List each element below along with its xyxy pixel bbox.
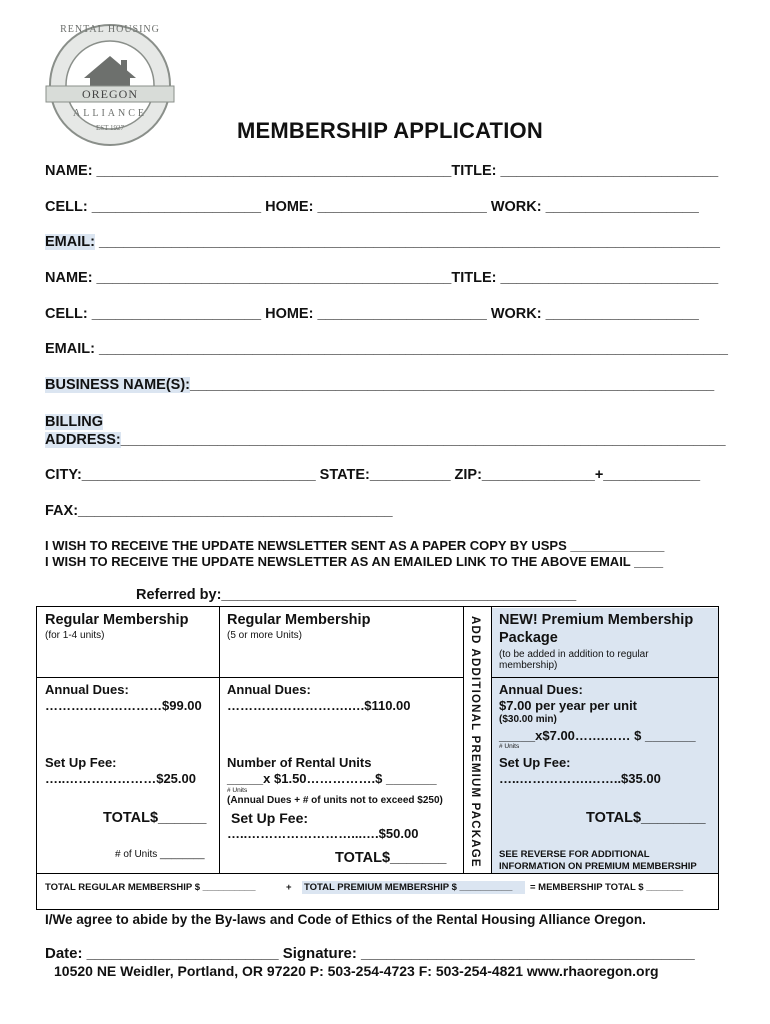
col2-dues-value: ……………………….….$110.00 (227, 698, 411, 713)
col2-rental-label: Number of Rental Units (227, 755, 372, 770)
premium-vertical-banner: ADD ADDITIONAL PREMIUM PACKAGE (469, 616, 481, 868)
logo (40, 20, 180, 150)
col2-dues-label: Annual Dues: (227, 682, 311, 697)
col2-note: (Annual Dues + # of units not to exceed $250) (227, 795, 443, 806)
col1-title: Regular Membership (45, 612, 189, 628)
billing-line: ___________________________________________________________________________ (120, 432, 726, 448)
email-label-1: EMAIL: (45, 234, 95, 250)
business-name-line: _________________________________________________________________ (190, 377, 715, 393)
col1-dues-label: Annual Dues: (45, 682, 129, 697)
totals-row (45, 882, 255, 893)
col1-total[interactable]: TOTAL$______ (103, 810, 207, 826)
date-signature-field[interactable]: Date: _______________________ Signature: ________________________________________ (45, 945, 695, 962)
newsletter-email[interactable]: I WISH TO RECEIVE THE UPDATE NEWSLETTER AS AN EMAILED LINK TO THE ABOVE EMAIL ____ (45, 554, 664, 569)
grand-total[interactable]: = MEMBERSHIP TOTAL $ _______ (530, 882, 684, 893)
col3-units-caption: # Units (499, 743, 520, 750)
totals-plus: + (286, 882, 292, 893)
col3-total[interactable]: TOTAL$________ (586, 810, 706, 826)
col2-sub: (5 or more Units) (227, 630, 303, 641)
col3-setup-value: …..…………….……..$35.00 (499, 771, 661, 786)
col2-total[interactable]: TOTAL$_______ (335, 850, 447, 866)
col3-see-1: SEE REVERSE FOR ADDITIONAL (499, 849, 650, 860)
phone-fields-2[interactable]: CELL: _____________________ HOME: _____________________ WORK: ___________________ (45, 306, 699, 322)
name-field-2[interactable]: NAME: ____________________________________________TITLE: ___________________________ (45, 270, 719, 286)
email-field-1[interactable] (45, 234, 720, 250)
col3-see-reverse (499, 849, 697, 873)
col3-calc[interactable]: _____x$7.00…….…… $ _______ (499, 728, 696, 743)
col3-see-2: INFORMATION ON PREMIUM MEMBERSHIP (499, 861, 697, 872)
col3-dues-min: ($30.00 min) (499, 714, 557, 725)
total-premium[interactable]: TOTAL PREMIUM MEMBERSHIP $ __________ (304, 882, 513, 893)
col3-title-2: Package (499, 630, 558, 646)
logo-top-text: RENTAL HOUSING (60, 24, 160, 35)
col1-setup-label: Set Up Fee: (45, 755, 117, 770)
col2-title: Regular Membership (227, 612, 371, 628)
col3-sub-1: (to be added in addition to regular (499, 649, 649, 660)
col2-setup-value: …..……………………...….$50.00 (227, 826, 419, 841)
col1-sub: (for 1-4 units) (45, 630, 105, 641)
email-field-2[interactable]: EMAIL: ______________________________________________________________________________ (45, 341, 728, 357)
footer-contact: 10520 NE Weidler, Portland, OR 97220 P: 503-254-4723 F: 503-254-4821 www.rhaoregon.org (54, 963, 659, 979)
newsletter-paper[interactable]: I WISH TO RECEIVE THE UPDATE NEWSLETTER SENT AS A PAPER COPY BY USPS _____________ (45, 538, 665, 553)
total-regular[interactable]: TOTAL REGULAR MEMBERSHIP $ __________ (45, 882, 256, 893)
col2-rental-value[interactable]: _____x $1.50…………….$ _______ (227, 771, 437, 786)
premium-membership (499, 612, 693, 671)
col3-setup-label: Set Up Fee: (499, 755, 571, 770)
fax-field[interactable]: FAX:_______________________________________ (45, 503, 393, 519)
col3-title-1: NEW! Premium Membership (499, 612, 694, 628)
col1-units[interactable]: # of Units ________ (115, 849, 205, 860)
col3-sub-2: membership) (499, 660, 558, 671)
name-field-1[interactable]: NAME: ____________________________________________TITLE: ___________________________ (45, 163, 719, 179)
col2-setup-label: Set Up Fee: (231, 810, 309, 826)
phone-fields-1[interactable]: CELL: _____________________ HOME: _____________________ WORK: ___________________ (45, 199, 699, 215)
agreement-text: I/We agree to abide by the By-laws and Code of Ethics of the Rental Housing Alliance Oregon. (45, 912, 646, 927)
billing-label-2: ADDRESS: (45, 432, 121, 448)
col1-setup-value: …..…………………$25.00 (45, 771, 196, 786)
col2-units-caption: # Units (227, 787, 248, 794)
regular-membership-large (227, 612, 370, 641)
logo-banner: OREGON (82, 87, 138, 101)
city-state-zip-field[interactable]: CITY:_____________________________ STATE:__________ ZIP:______________+____________ (45, 467, 701, 483)
business-name-label: BUSINESS NAME(S): (45, 377, 191, 393)
billing-label-1: BILLING (45, 414, 103, 430)
billing-address-field[interactable] (45, 413, 726, 449)
col3-dues-value: $7.00 per year per unit (499, 698, 638, 713)
business-name-field[interactable] (45, 377, 714, 393)
logo-bottom-text: ALLIANCE (73, 108, 147, 119)
logo-est: EST 1927 (95, 124, 125, 132)
col1-dues-value: ………………………$99.00 (45, 698, 202, 713)
referred-by-field[interactable]: Referred by:____________________________________________ (136, 587, 577, 603)
regular-membership-small (45, 612, 188, 641)
col3-dues-label: Annual Dues: (499, 682, 583, 697)
email-line-1: _____________________________________________________________________________ (98, 234, 720, 250)
page-title: MEMBERSHIP APPLICATION (237, 118, 543, 143)
